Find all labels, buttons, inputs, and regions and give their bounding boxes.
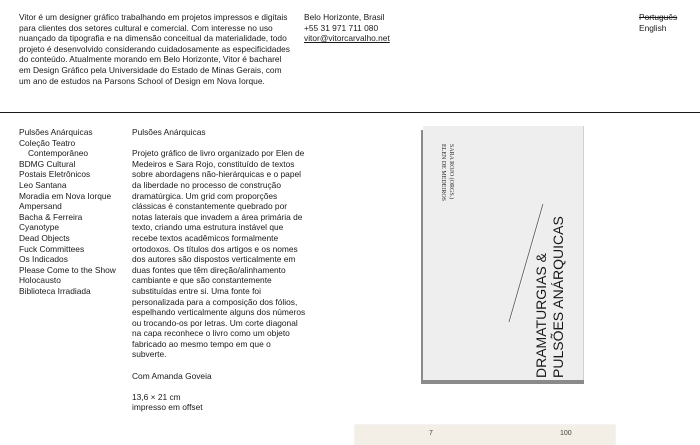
book-authors (432, 140, 466, 230)
nav-item-fuck-committees[interactable]: Fuck Committees (19, 243, 85, 254)
contact-email-link[interactable]: vitor@vitorcarvalho.net (304, 33, 390, 44)
language-portuguese[interactable]: Português (639, 12, 678, 22)
nav-item-holocausto[interactable]: Holocausto (19, 275, 61, 286)
project-print: impresso em offset (132, 402, 203, 413)
book-title (530, 210, 590, 380)
book-title-line2: PULSÕES ANÁRQUICAS (550, 216, 566, 378)
nav-item-os-indicados[interactable]: Os Indicados (19, 254, 68, 265)
project-credit: Com Amanda Goveia (132, 370, 212, 381)
bio-text: Vitor é um designer gráfico trabalhando em projetos impressos e digitais para clientes dos setores cultural e comercial. Com interesse no uso nuançado da tipografia e na dimensão conceitual da materialidade, todo projeto é desenvolvido considerando cuidadosamente as especificidades do conteúdo. Atualmente morando em Belo Horizonte, Vitor é bacharel em Design Gráfico pela Universidade do Estado de Minas Gerais, com um ano de estudos na Parsons School of Design em Nova Iorque. (19, 12, 290, 86)
contact-phone[interactable]: +55 31 971 711 080 (304, 22, 379, 33)
nav-item-postais-eletronicos[interactable]: Postais Eletrônicos (19, 169, 91, 180)
project-title: Pulsões Anárquicas (132, 127, 206, 137)
book-author-line1: ELEN DE MEDEIROS (440, 144, 446, 201)
contact-block (304, 12, 424, 44)
book-author-line2: SARA ROJO (ORGS.) (448, 144, 454, 200)
left-folio: 7 (429, 430, 433, 437)
project-size: 13,6 × 21 cm (132, 391, 181, 402)
project-nav (19, 127, 129, 297)
nav-item-bacha-ferreira[interactable]: Bacha & Ferreira (19, 211, 83, 222)
nav-item-pulsoes-anarquicas[interactable]: Pulsões Anárquicas (19, 127, 93, 137)
nav-item-dead-objects[interactable]: Dead Objects (19, 232, 70, 243)
right-folio: 100 (560, 430, 572, 437)
header-divider (0, 112, 700, 113)
nav-item-colecao-teatro[interactable]: Coleção Teatro Contemporâneo (19, 137, 89, 159)
book-spread-image (355, 425, 615, 445)
book-title-line1: DRAMATURGIAS & (533, 253, 549, 378)
nav-item-leo-santana[interactable]: Leo Santana (19, 179, 67, 190)
language-switcher (639, 12, 677, 33)
project-specs (132, 392, 306, 413)
project-description: Projeto gráfico de livro organizado por Elen de Medeiros e Sara Rojo, constituído de textos sobre abordagens não-hierárquicas e o papel da liberdade no processo de construção dramatúrgica. Um grid com proporções clássicas é constantemente quebrado por notas laterais que invadem a área primária de texto, criando uma estrutura instável que recebe textos acadêmicos formalmente ortodoxos. Os títulos dos artigos e os nomes dos autores são dispostos verticalmente em duas fontes que têm direção/alinhamento cambiante e que são constantemente substituídas entre si. Uma fonte foi personalizada para a composição dos fólios, espelhando verticalmente alguns dos números ou trocando-os por letras. Um corte diagonal na capa reconhece o livro como um objeto fabricado ao mesmo tempo em que o subverte. (132, 148, 306, 360)
nav-item-cyanotype[interactable]: Cyanotype (19, 222, 60, 233)
nav-item-ampersand[interactable]: Ampersand (19, 201, 62, 212)
nav-item-moradia[interactable]: Moradia em Nova Iorque (19, 190, 112, 201)
nav-item-biblioteca-irradiada[interactable]: Biblioteca Irradiada (19, 285, 91, 296)
nav-item-please-come[interactable]: Please Come to the Show (19, 264, 116, 275)
contact-city: Belo Horizonte, Brasil (304, 12, 385, 22)
nav-item-bdmg-cultural[interactable]: BDMG Cultural (19, 158, 76, 169)
project-detail (132, 127, 306, 413)
language-english[interactable]: English (639, 22, 667, 33)
